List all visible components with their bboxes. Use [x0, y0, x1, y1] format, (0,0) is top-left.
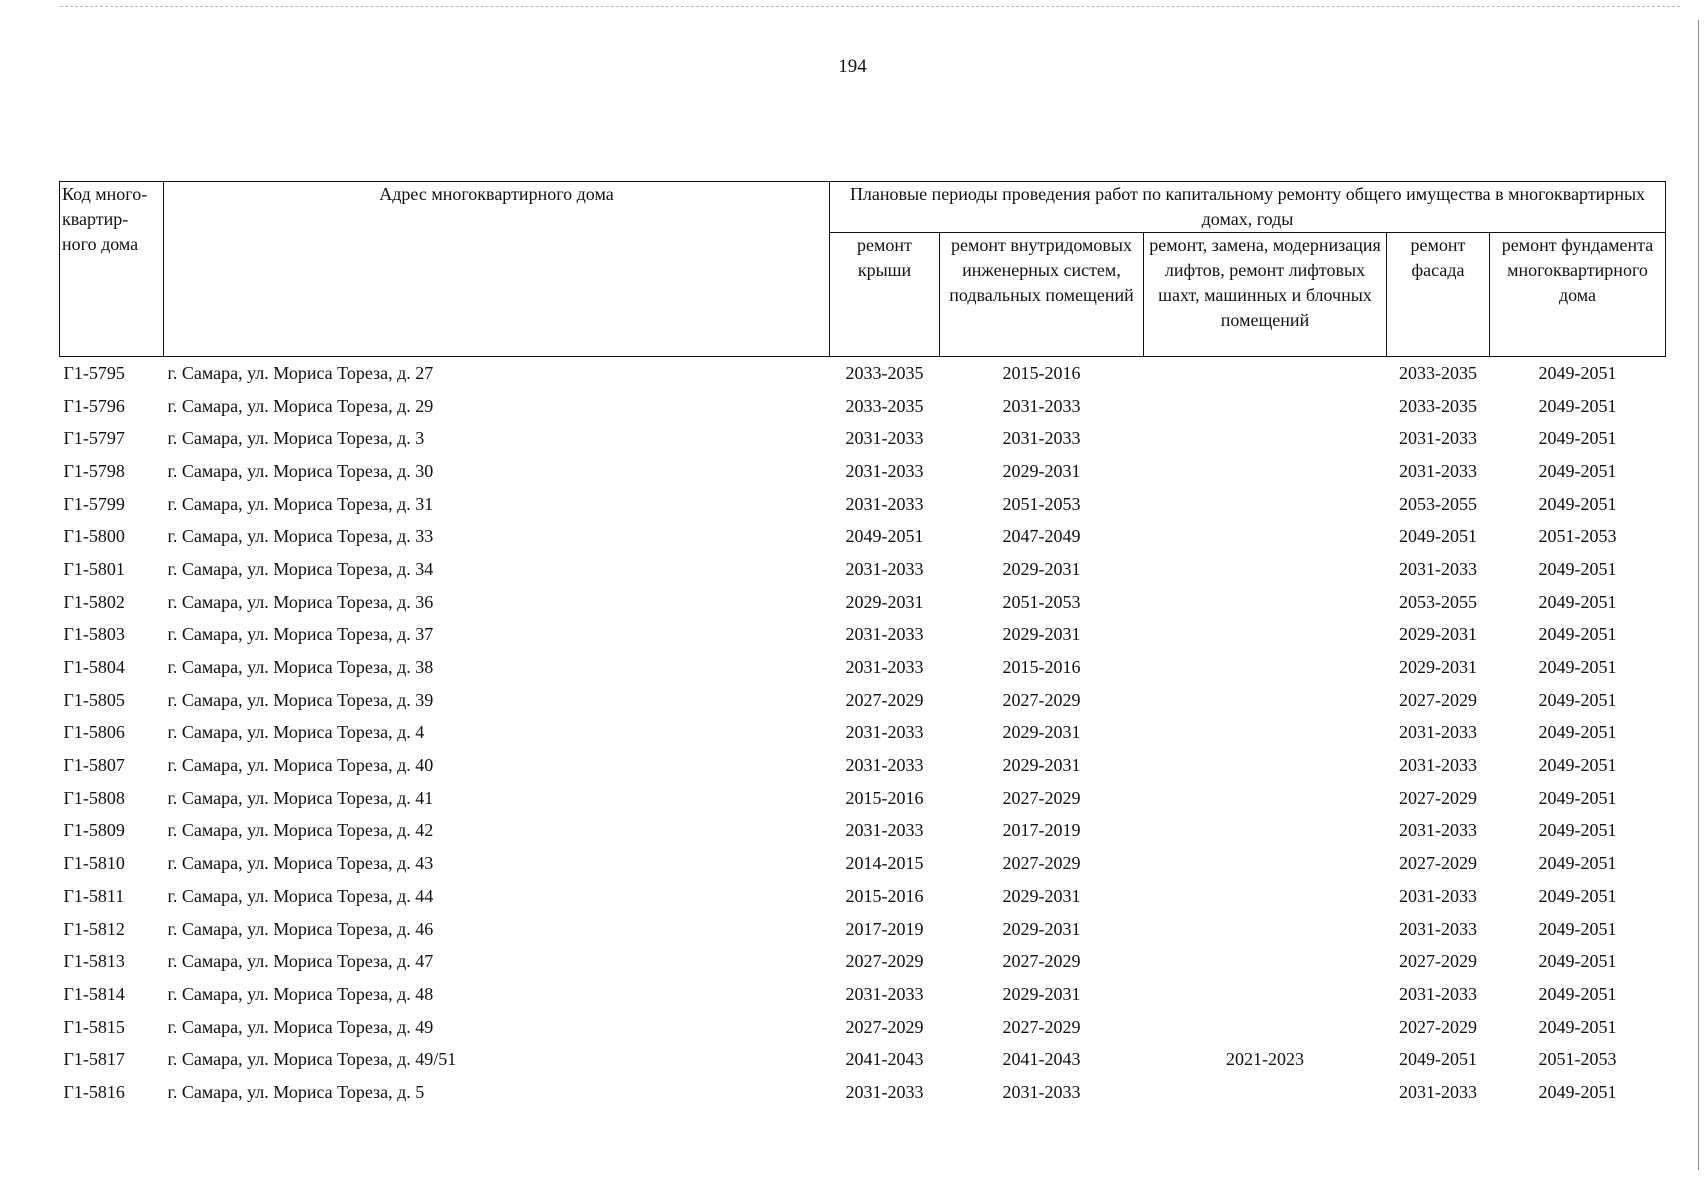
cell-facade: 2031-2033 — [1399, 428, 1477, 449]
table-row — [60, 1076, 1666, 1109]
cell-code: Г1-5809 — [63, 820, 125, 841]
cell-lifts — [1144, 422, 1387, 455]
cell-foundation: 2051-2053 — [1538, 1049, 1617, 1070]
cell-systems: 2051-2053 — [1002, 493, 1081, 514]
cell-facade: 2027-2029 — [1399, 689, 1477, 710]
cell-foundation: 2049-2051 — [1538, 362, 1617, 383]
cell-address: г. Самара, ул. Мориса Тореза, д. 29 — [167, 395, 434, 416]
scan-edge-top — [60, 6, 1680, 7]
cell-address: г. Самара, ул. Мориса Тореза, д. 33 — [167, 526, 434, 547]
cell-lifts — [1144, 390, 1387, 423]
cell-systems: 2051-2053 — [1002, 591, 1081, 612]
cell-address: г. Самара, ул. Мориса Тореза, д. 40 — [167, 755, 434, 776]
cell-address: г. Самара, ул. Мориса Тореза, д. 38 — [167, 657, 434, 678]
table-body — [60, 357, 1666, 1109]
cell-lifts — [1144, 586, 1387, 619]
cell-systems: 2031-2033 — [1002, 428, 1081, 449]
cell-facade: 2031-2033 — [1399, 983, 1477, 1004]
cell-code: Г1-5805 — [63, 689, 125, 710]
cell-code: Г1-5802 — [63, 591, 125, 612]
cell-foundation: 2049-2051 — [1538, 558, 1617, 579]
cell-systems: 2031-2033 — [1002, 395, 1081, 416]
cell-foundation: 2049-2051 — [1538, 1081, 1617, 1102]
cell-systems: 2027-2029 — [1002, 1016, 1081, 1037]
cell-roof: 2031-2033 — [845, 1081, 924, 1102]
cell-facade: 2027-2029 — [1399, 951, 1477, 972]
cell-lifts — [1144, 815, 1387, 848]
cell-systems: 2047-2049 — [1002, 526, 1081, 547]
cell-roof: 2049-2051 — [845, 526, 924, 547]
cell-address: г. Самара, ул. Мориса Тореза, д. 46 — [167, 918, 434, 939]
cell-address: г. Самара, ул. Мориса Тореза, д. 44 — [167, 885, 434, 906]
cell-address: г. Самара, ул. Мориса Тореза, д. 3 — [167, 428, 425, 449]
table-row — [60, 390, 1666, 423]
cell-facade: 2053-2055 — [1399, 493, 1477, 514]
table-row — [60, 1011, 1666, 1044]
cell-roof: 2015-2016 — [845, 885, 924, 906]
cell-systems: 2029-2031 — [1002, 918, 1081, 939]
cell-roof: 2031-2033 — [845, 460, 924, 481]
cell-lifts — [1144, 749, 1387, 782]
cell-roof: 2014-2015 — [845, 853, 924, 874]
cell-code: Г1-5817 — [63, 1049, 125, 1070]
cell-foundation: 2049-2051 — [1538, 885, 1617, 906]
cell-address: г. Самара, ул. Мориса Тореза, д. 49 — [167, 1016, 434, 1037]
cell-facade: 2031-2033 — [1399, 1081, 1477, 1102]
cell-lifts — [1144, 488, 1387, 521]
cell-systems: 2027-2029 — [1002, 689, 1081, 710]
cell-code: Г1-5806 — [63, 722, 125, 743]
table-row — [60, 847, 1666, 880]
table-row — [60, 455, 1666, 488]
cell-foundation: 2049-2051 — [1538, 853, 1617, 874]
cell-foundation: 2049-2051 — [1538, 624, 1617, 645]
cell-roof: 2031-2033 — [845, 558, 924, 579]
table-row — [60, 488, 1666, 521]
scan-edge-right — [1698, 20, 1699, 1170]
cell-code: Г1-5808 — [63, 787, 125, 808]
cell-facade: 2031-2033 — [1399, 820, 1477, 841]
cell-code: Г1-5816 — [63, 1081, 125, 1102]
cell-systems: 2017-2019 — [1002, 820, 1081, 841]
cell-code: Г1-5815 — [63, 1016, 125, 1037]
cell-code: Г1-5796 — [63, 395, 125, 416]
cell-systems: 2041-2043 — [1002, 1049, 1081, 1070]
cell-facade: 2033-2035 — [1399, 362, 1477, 383]
cell-foundation: 2049-2051 — [1538, 689, 1617, 710]
cell-roof: 2031-2033 — [845, 428, 924, 449]
cell-systems: 2015-2016 — [1002, 657, 1081, 678]
cell-facade: 2049-2051 — [1399, 1049, 1477, 1070]
header-foundation: ремонт фундамента многоквартирного дома — [1490, 233, 1666, 357]
cell-foundation: 2049-2051 — [1538, 395, 1617, 416]
table-row — [60, 651, 1666, 684]
cell-foundation: 2049-2051 — [1538, 1016, 1617, 1037]
cell-foundation: 2049-2051 — [1538, 493, 1617, 514]
header-address: Адрес многоквартирного дома — [164, 182, 830, 357]
cell-address: г. Самара, ул. Мориса Тореза, д. 37 — [167, 624, 434, 645]
cell-systems: 2027-2029 — [1002, 787, 1081, 808]
cell-address: г. Самара, ул. Мориса Тореза, д. 30 — [167, 460, 434, 481]
cell-systems: 2029-2031 — [1002, 722, 1081, 743]
table-row — [60, 880, 1666, 913]
cell-code: Г1-5814 — [63, 983, 125, 1004]
table-row — [60, 586, 1666, 619]
cell-facade: 2031-2033 — [1399, 722, 1477, 743]
cell-foundation: 2049-2051 — [1538, 983, 1617, 1004]
cell-systems: 2029-2031 — [1002, 624, 1081, 645]
cell-lifts — [1144, 619, 1387, 652]
cell-foundation: 2049-2051 — [1538, 951, 1617, 972]
header-roof: ремонт крыши — [830, 233, 940, 357]
cell-code: Г1-5812 — [63, 918, 125, 939]
cell-code: Г1-5804 — [63, 657, 125, 678]
cell-lifts — [1144, 553, 1387, 586]
cell-roof: 2033-2035 — [845, 362, 924, 383]
cell-code: Г1-5799 — [63, 493, 125, 514]
cell-code: Г1-5807 — [63, 755, 125, 776]
cell-code: Г1-5797 — [63, 428, 125, 449]
cell-roof: 2031-2033 — [845, 624, 924, 645]
cell-lifts — [1144, 945, 1387, 978]
cell-code: Г1-5811 — [63, 885, 125, 906]
cell-foundation: 2049-2051 — [1538, 428, 1617, 449]
cell-facade: 2029-2031 — [1399, 657, 1477, 678]
page-number: 194 — [838, 56, 867, 77]
cell-roof: 2041-2043 — [845, 1049, 924, 1070]
cell-code: Г1-5813 — [63, 951, 125, 972]
table-row — [60, 782, 1666, 815]
cell-systems: 2029-2031 — [1002, 460, 1081, 481]
cell-foundation: 2049-2051 — [1538, 918, 1617, 939]
header-lifts: ремонт, замена, модернизация лифтов, ремонт лифтовых шахт, машинных и блочных помещений — [1144, 233, 1387, 357]
cell-facade: 2031-2033 — [1399, 558, 1477, 579]
cell-systems: 2031-2033 — [1002, 1081, 1081, 1102]
cell-foundation: 2049-2051 — [1538, 591, 1617, 612]
cell-code: Г1-5801 — [63, 558, 125, 579]
cell-roof: 2029-2031 — [845, 591, 924, 612]
cell-roof: 2027-2029 — [845, 1016, 924, 1037]
cell-foundation: 2049-2051 — [1538, 460, 1617, 481]
cell-code: Г1-5803 — [63, 624, 125, 645]
cell-lifts: 2021-2023 — [1226, 1049, 1304, 1070]
cell-facade: 2027-2029 — [1399, 1016, 1477, 1037]
cell-lifts — [1144, 1011, 1387, 1044]
cell-lifts — [1144, 684, 1387, 717]
cell-foundation: 2049-2051 — [1538, 787, 1617, 808]
cell-lifts — [1144, 880, 1387, 913]
cell-address: г. Самара, ул. Мориса Тореза, д. 27 — [167, 362, 434, 383]
table-row — [60, 520, 1666, 553]
header-code: Код много-квартир-ного дома — [60, 182, 164, 357]
cell-systems: 2027-2029 — [1002, 951, 1081, 972]
cell-foundation: 2049-2051 — [1538, 722, 1617, 743]
cell-systems: 2029-2031 — [1002, 558, 1081, 579]
cell-roof: 2027-2029 — [845, 951, 924, 972]
cell-address: г. Самара, ул. Мориса Тореза, д. 36 — [167, 591, 434, 612]
cell-address: г. Самара, ул. Мориса Тореза, д. 41 — [167, 787, 434, 808]
cell-foundation: 2049-2051 — [1538, 657, 1617, 678]
cell-facade: 2033-2035 — [1399, 395, 1477, 416]
cell-facade: 2031-2033 — [1399, 755, 1477, 776]
cell-facade: 2031-2033 — [1399, 918, 1477, 939]
cell-facade: 2027-2029 — [1399, 787, 1477, 808]
cell-roof: 2031-2033 — [845, 983, 924, 1004]
cell-address: г. Самара, ул. Мориса Тореза, д. 49/51 — [167, 1049, 457, 1070]
cell-address: г. Самара, ул. Мориса Тореза, д. 48 — [167, 983, 434, 1004]
cell-code: Г1-5795 — [63, 362, 125, 383]
cell-code: Г1-5810 — [63, 853, 125, 874]
cell-systems: 2029-2031 — [1002, 885, 1081, 906]
cell-lifts — [1144, 651, 1387, 684]
cell-address: г. Самара, ул. Мориса Тореза, д. 31 — [167, 493, 434, 514]
header-periods-group: Плановые периоды проведения работ по капитальному ремонту общего имущества в многоквартирных домах, годы — [830, 182, 1666, 233]
repair-schedule-table — [59, 181, 1666, 1109]
cell-facade: 2031-2033 — [1399, 460, 1477, 481]
cell-address: г. Самара, ул. Мориса Тореза, д. 4 — [167, 722, 425, 743]
cell-roof: 2017-2019 — [845, 918, 924, 939]
header-facade: ремонт фасада — [1387, 233, 1490, 357]
table-row — [60, 913, 1666, 946]
table-row — [60, 684, 1666, 717]
header-systems: ремонт внутридомовых инженерных систем, подвальных помещений — [940, 233, 1144, 357]
cell-lifts — [1144, 847, 1387, 880]
cell-address: г. Самара, ул. Мориса Тореза, д. 5 — [167, 1081, 425, 1102]
cell-lifts — [1144, 913, 1387, 946]
table-row — [60, 1043, 1666, 1076]
cell-systems: 2029-2031 — [1002, 983, 1081, 1004]
cell-facade: 2027-2029 — [1399, 853, 1477, 874]
table-row — [60, 815, 1666, 848]
cell-address: г. Самара, ул. Мориса Тореза, д. 39 — [167, 689, 434, 710]
cell-address: г. Самара, ул. Мориса Тореза, д. 34 — [167, 558, 434, 579]
cell-lifts — [1144, 978, 1387, 1011]
table-row — [60, 619, 1666, 652]
cell-lifts — [1144, 1076, 1387, 1109]
table-row — [60, 422, 1666, 455]
cell-facade: 2029-2031 — [1399, 624, 1477, 645]
cell-systems: 2027-2029 — [1002, 853, 1081, 874]
table-row — [60, 749, 1666, 782]
cell-roof: 2015-2016 — [845, 787, 924, 808]
cell-foundation: 2049-2051 — [1538, 820, 1617, 841]
cell-facade: 2053-2055 — [1399, 591, 1477, 612]
cell-roof: 2031-2033 — [845, 657, 924, 678]
cell-lifts — [1144, 357, 1387, 390]
cell-systems: 2029-2031 — [1002, 755, 1081, 776]
cell-code: Г1-5798 — [63, 460, 125, 481]
cell-address: г. Самара, ул. Мориса Тореза, д. 47 — [167, 951, 434, 972]
cell-lifts — [1144, 520, 1387, 553]
cell-foundation: 2051-2053 — [1538, 526, 1617, 547]
cell-roof: 2031-2033 — [845, 722, 924, 743]
cell-facade: 2031-2033 — [1399, 885, 1477, 906]
cell-lifts — [1144, 455, 1387, 488]
cell-roof: 2031-2033 — [845, 820, 924, 841]
cell-roof: 2033-2035 — [845, 395, 924, 416]
cell-address: г. Самара, ул. Мориса Тореза, д. 43 — [167, 853, 434, 874]
cell-address: г. Самара, ул. Мориса Тореза, д. 42 — [167, 820, 434, 841]
cell-lifts — [1144, 782, 1387, 815]
table-row — [60, 978, 1666, 1011]
cell-roof: 2031-2033 — [845, 755, 924, 776]
table-row — [60, 357, 1666, 390]
cell-roof: 2031-2033 — [845, 493, 924, 514]
cell-lifts — [1144, 717, 1387, 750]
cell-roof: 2027-2029 — [845, 689, 924, 710]
table-row — [60, 945, 1666, 978]
cell-facade: 2049-2051 — [1399, 526, 1477, 547]
cell-code: Г1-5800 — [63, 526, 125, 547]
table-row — [60, 553, 1666, 586]
table-row — [60, 717, 1666, 750]
cell-systems: 2015-2016 — [1002, 362, 1081, 383]
cell-foundation: 2049-2051 — [1538, 755, 1617, 776]
